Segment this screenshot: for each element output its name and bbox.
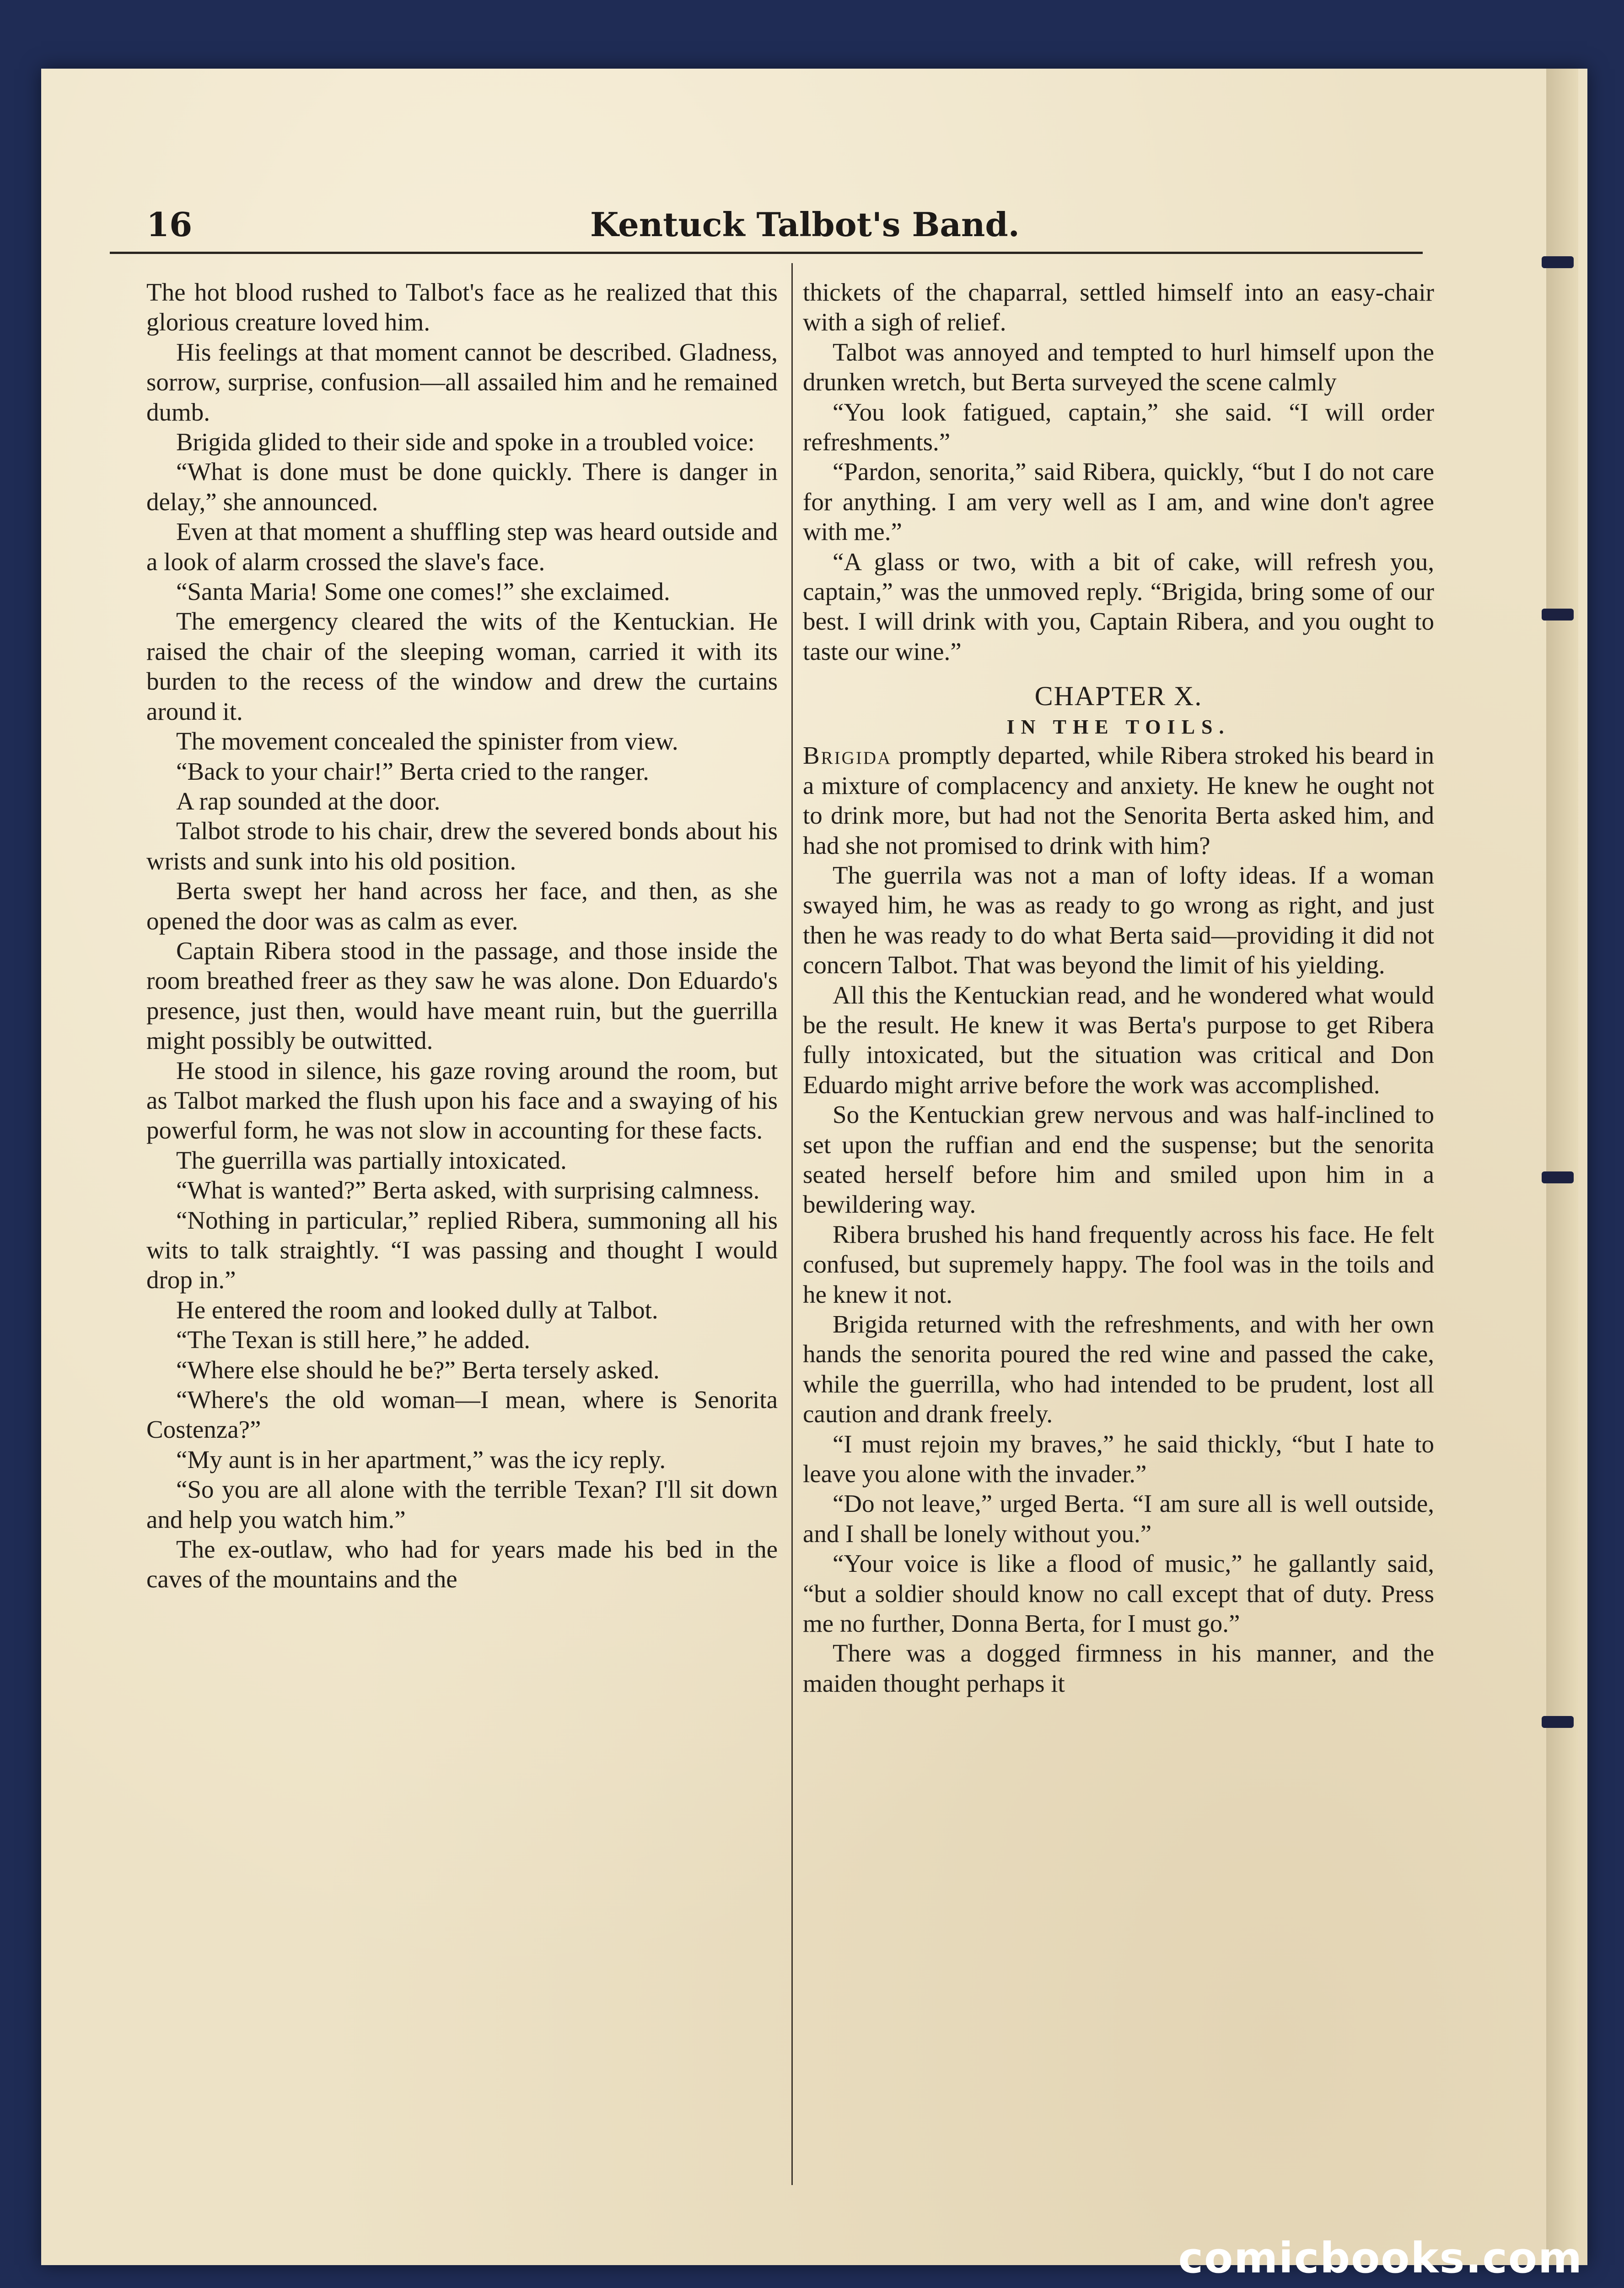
staple-mark xyxy=(1542,256,1574,268)
paragraph: There was a dogged firmness in his manner, and the maiden thought perhaps it xyxy=(803,1639,1434,1697)
paragraph: “My aunt is in her apartment,” was the icy reply. xyxy=(176,1445,666,1473)
paragraph: “Where else should he be?” Berta tersely asked. xyxy=(176,1355,660,1384)
staple-mark xyxy=(1542,1171,1574,1183)
paragraph: All this the Kentuckian read, and he wondered what would be the result. He knew it was Berta's purpose to get Ribera fully intoxicated, but the situation was critical and Don Eduardo might arrive before the work was accomplished. xyxy=(803,981,1434,1099)
paragraph: “Where's the old woman—I mean, where is Senorita Costenza?” xyxy=(146,1386,778,1444)
paragraph: “You look fatigued, captain,” she said. “I will order refreshments.” xyxy=(803,398,1434,456)
column-divider xyxy=(791,263,793,2185)
paragraph: Berta swept her hand across her face, and then, as she opened the door was as calm as ever. xyxy=(146,877,778,935)
paragraph: Even at that moment a shuffling step was heard outside and a look of alarm crossed the slave's face. xyxy=(146,518,778,576)
chapter-title: CHAPTER X. xyxy=(1034,681,1203,712)
paragraph: A rap sounded at the door. xyxy=(176,787,441,815)
paragraph: “A glass or two, with a bit of cake, will refresh you, captain,” was the unmoved reply. “Brigida, bring some of our best. I will drink with you, Captain Ribera, and you ought to taste our wine.” xyxy=(803,547,1434,665)
paragraph: “Your voice is like a flood of music,” he gallantly said, “but a soldier should know no call except that of duty. Press me no further, Donna Berta, for I must go.” xyxy=(803,1549,1434,1638)
paragraph: Talbot was annoyed and tempted to hurl himself upon the drunken wretch, but Berta surveyed the scene calmly xyxy=(803,338,1434,396)
paragraph: The guerrila was not a man of lofty ideas. If a woman swayed him, he was as ready to go wrong as right, and just then he was ready to do what Berta said—providing it did not concern Talbot. That was beyond the limit of his yielding. xyxy=(803,861,1434,979)
staple-mark xyxy=(1542,609,1574,621)
paragraph: The hot blood rushed to Talbot's face as he realized that this glorious creature loved him. xyxy=(146,278,778,336)
staple-mark xyxy=(1542,1716,1574,1728)
paragraph: “Do not leave,” urged Berta. “I am sure all is well outside, and I shall be lonely without you.” xyxy=(803,1489,1434,1548)
paragraph: He stood in silence, his gaze roving around the room, but as Talbot marked the flush upon his face and a swaying of his powerful form, he was not slow in accounting for these facts. xyxy=(146,1056,778,1144)
paragraph: “What is done must be done quickly. There is danger in delay,” she announced. xyxy=(146,458,778,516)
paragraph: “The Texan is still here,” he added. xyxy=(176,1326,531,1354)
chapter-first-paragraph xyxy=(803,740,1434,860)
page-header xyxy=(110,197,1423,254)
chapter-subtitle: IN THE TOILS. xyxy=(1006,716,1231,739)
paragraph: Brigida glided to their side and spoke in a troubled voice: xyxy=(176,428,755,456)
paragraph: “Nothing in particular,” replied Ribera, summoning all his wits to talk straightly. “I was passing and thought I would drop in.” xyxy=(146,1206,778,1294)
paragraph: Ribera brushed his hand frequently across his face. He felt confused, but supremely happy. The fool was in the toils and he knew it not. xyxy=(803,1220,1434,1308)
paragraph: “Santa Maria! Some one comes!” she exclaimed. xyxy=(176,577,670,606)
paragraph: The emergency cleared the wits of the Kentuckian. He raised the chair of the sleeping woman, carried it with its burden to the recess of the window and drew the curtains around it. xyxy=(146,607,778,725)
chapter-lead-word: Brigida xyxy=(803,741,892,770)
paragraph: “I must rejoin my braves,” he said thickly, “but I hate to leave you alone with the invader.” xyxy=(803,1430,1434,1488)
right-column xyxy=(803,277,1434,1698)
paragraph: “Back to your chair!” Berta cried to the ranger. xyxy=(176,757,649,785)
paragraph: Brigida returned with the refreshments, and with her own hands the senorita poured the red wine and passed the cake, while the guerrilla, who had intended to be prudent, lost all caution and drank freely. xyxy=(803,1310,1434,1428)
site-watermark: comicbooks.com xyxy=(1178,2234,1583,2283)
running-title: Kentuck Talbot's Band. xyxy=(590,205,1020,244)
paragraph: The guerrilla was partially intoxicated. xyxy=(176,1146,567,1174)
paragraph: “What is wanted?” Berta asked, with surprising calmness. xyxy=(176,1176,760,1204)
paragraph: Talbot strode to his chair, drew the severed bonds about his wrists and sunk into his old position. xyxy=(146,817,778,875)
paragraph: thickets of the chaparral, settled himself into an easy-chair with a sigh of relief. xyxy=(803,278,1434,336)
paragraph: Captain Ribera stood in the passage, and those inside the room breathed freer as they saw he was alone. Don Eduardo's presence, just then, would have meant ruin, but the guerrilla might possibly be outwitted. xyxy=(146,936,778,1055)
paragraph: He entered the room and looked dully at Talbot. xyxy=(176,1295,658,1324)
page-number: 16 xyxy=(146,205,193,244)
paragraph: His feelings at that moment cannot be described. Gladness, sorrow, surprise, confusion—all assailed him and he remained dumb. xyxy=(146,338,778,426)
paragraph: “So you are all alone with the terrible Texan? I'll sit down and help you watch him.” xyxy=(146,1475,778,1533)
paragraph: The ex-outlaw, who had for years made his bed in the caves of the mountains and the xyxy=(146,1535,778,1593)
paragraph: The movement concealed the spinister from view. xyxy=(176,727,678,755)
paragraph: “Pardon, senorita,” said Ribera, quickly, “but I do not care for anything. I am very well as I am, and wine don't agree with me.” xyxy=(803,458,1434,546)
paragraph: So the Kentuckian grew nervous and was half-inclined to set upon the ruffian and end the suspense; but the senorita seated herself before him and smiled upon him in a bewildering way. xyxy=(803,1101,1434,1219)
left-column xyxy=(146,277,778,1594)
page-spine xyxy=(1546,69,1578,2265)
chapter-first-paragraph-text: promptly departed, while Ribera stroked his beard in a mixture of complacency and anxiety. He knew he ought not to drink more, but had not the Senorita Berta asked him, and had she not promised to drink with him? xyxy=(803,741,1434,859)
